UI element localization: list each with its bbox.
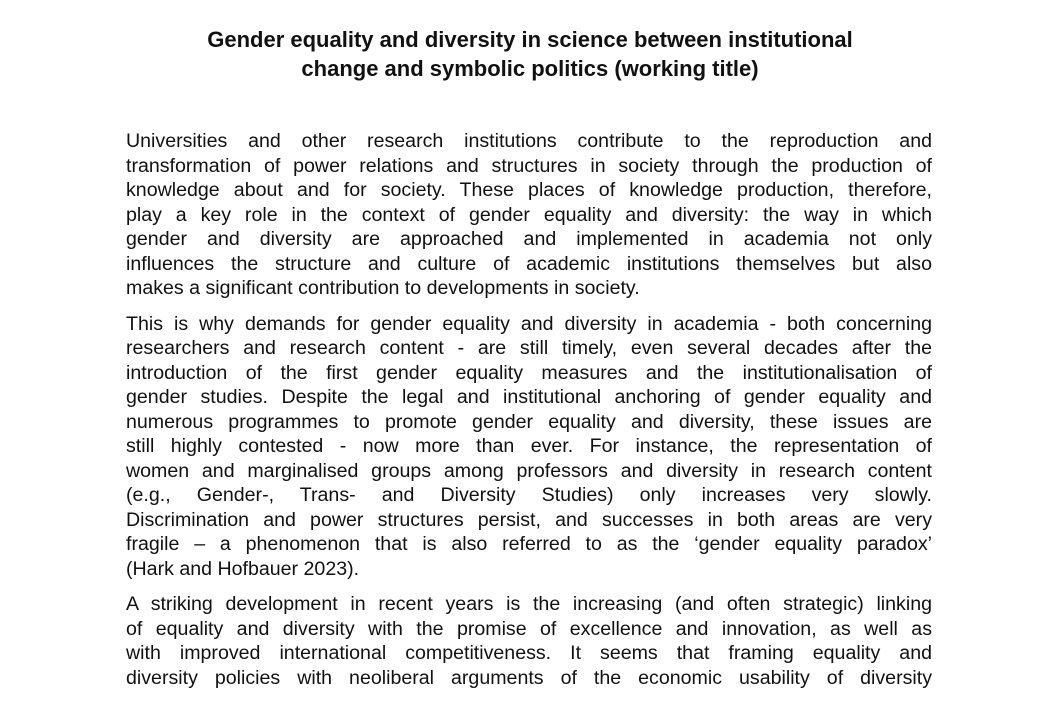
paragraph-2 bbox=[126, 312, 932, 582]
text-line: still highly contested - now more than ever. For instance, the representation of bbox=[126, 435, 932, 457]
text-line: with improved international competitiveness. It seems that framing equality and bbox=[126, 642, 932, 664]
text-line: Discrimination and power structures persist, and successes in both areas are very bbox=[126, 508, 932, 531]
title-line: Gender equality and diversity in science between institutional bbox=[207, 27, 853, 52]
text-line: makes a significant contribution to developments in society. bbox=[126, 277, 640, 299]
text-line: This is why demands for gender equality and diversity in academia - both concerning bbox=[126, 312, 932, 335]
text-line: play a key role in the context of gender equality and diversity: the way in which bbox=[126, 203, 932, 226]
text-line: diversity policies with neoliberal arguments of the economic usability of diversity bbox=[126, 666, 932, 689]
document-title bbox=[140, 25, 920, 83]
text-line: (e.g., Gender-, Trans- and Diversity Studies) only increases very slowly. bbox=[126, 484, 932, 506]
text-line: A striking development in recent years is the increasing (and often strategic) linking bbox=[126, 593, 932, 615]
paragraph-3 bbox=[126, 592, 932, 690]
text-line: transformation of power relations and structures in society through the production of bbox=[126, 154, 932, 177]
text-line: introduction of the first gender equality measures and the institutionalisation of bbox=[126, 361, 932, 384]
text-line: fragile – a phenomenon that is also referred to as the ‘gender equality paradox’ bbox=[126, 533, 932, 555]
text-line: Universities and other research institutions contribute to the reproduction and bbox=[126, 130, 932, 152]
text-line: knowledge about and for society. These places of knowledge production, therefore, bbox=[126, 179, 932, 201]
text-line: women and marginalised groups among professors and diversity in research content bbox=[126, 459, 932, 482]
text-line: gender and diversity are approached and implemented in academia not only bbox=[126, 228, 932, 250]
text-line: influences the structure and culture of academic institutions themselves but also bbox=[126, 252, 932, 275]
text-line: researchers and research content - are still timely, even several decades after the bbox=[126, 337, 932, 359]
paragraph-1 bbox=[126, 129, 932, 301]
title-line: change and symbolic politics (working title) bbox=[301, 56, 759, 81]
text-line: (Hark and Hofbauer 2023). bbox=[126, 557, 360, 580]
text-line: numerous programmes to promote gender equality and diversity, these issues are bbox=[126, 410, 932, 433]
text-line: gender studies. Despite the legal and institutional anchoring of gender equality and bbox=[126, 386, 932, 408]
document-body bbox=[126, 129, 932, 701]
text-line: of equality and diversity with the promise of excellence and innovation, as well as bbox=[126, 617, 932, 640]
